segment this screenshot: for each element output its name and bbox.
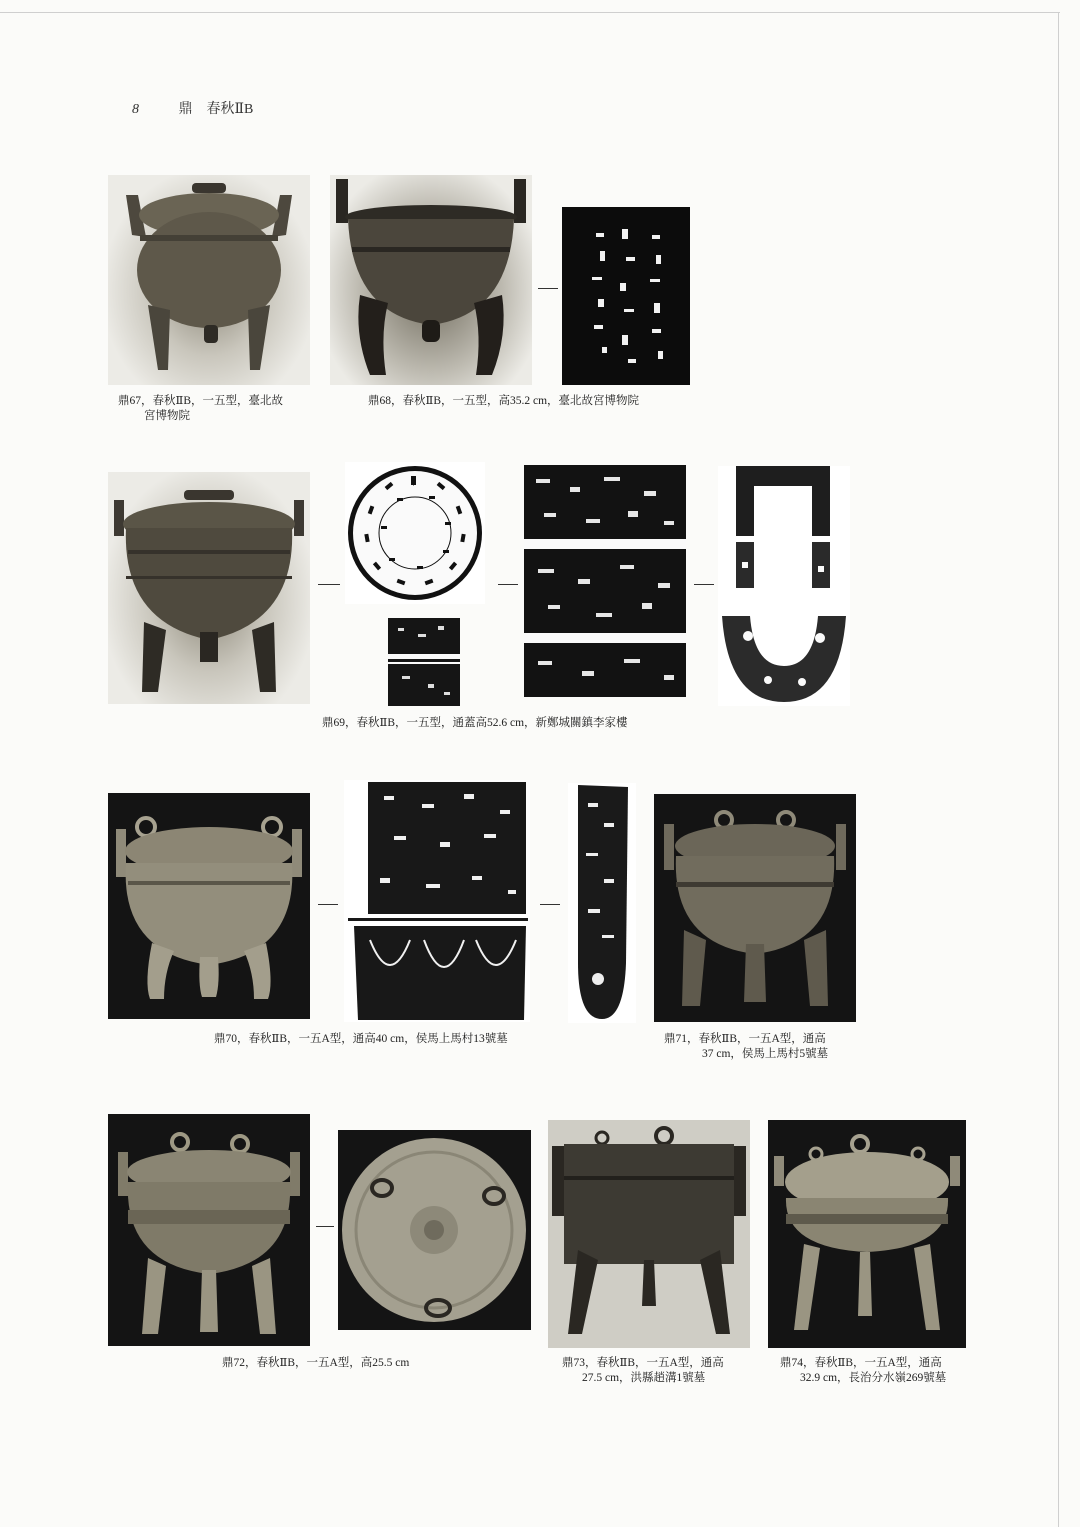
caption-67-line2: 宮博物院 bbox=[144, 410, 190, 422]
figure-72-photo bbox=[108, 1114, 310, 1346]
dash-separator bbox=[538, 288, 558, 289]
figure-74-photo bbox=[768, 1120, 966, 1348]
figure-69-handle-rubbing bbox=[718, 466, 850, 706]
figure-71-photo bbox=[654, 794, 856, 1022]
figure-69-photo bbox=[108, 472, 310, 704]
caption-74 bbox=[780, 1356, 980, 1386]
figure-68-inscription-rubbing bbox=[562, 207, 690, 385]
caption-71-line1: 鼎71，春秋ⅡB，一五A型，通高 bbox=[664, 1033, 826, 1045]
dash-separator bbox=[316, 1226, 334, 1227]
caption-73 bbox=[562, 1356, 752, 1386]
page-title: 鼎 春秋ⅡB bbox=[178, 102, 254, 117]
page-header bbox=[132, 98, 253, 118]
caption-68: 鼎68，春秋ⅡB，一五型，高35.2 cm，臺北故宮博物院 bbox=[368, 395, 640, 407]
page-border-top bbox=[0, 12, 1060, 13]
caption-73-line1: 鼎73，春秋ⅡB，一五A型，通高 bbox=[562, 1357, 724, 1369]
dash-separator bbox=[318, 584, 340, 585]
caption-67-line1: 鼎67，春秋ⅡB，一五型，臺北故 bbox=[118, 395, 283, 407]
caption-71 bbox=[664, 1032, 864, 1062]
dash-separator bbox=[498, 584, 518, 585]
page-number: 8 bbox=[132, 102, 139, 117]
dash-separator bbox=[318, 904, 338, 905]
figure-70-photo bbox=[108, 793, 310, 1019]
figure-73-photo bbox=[548, 1120, 750, 1348]
caption-71-line2: 37 cm，侯馬上馬村5號墓 bbox=[702, 1048, 829, 1060]
figure-68-photo bbox=[330, 175, 532, 385]
figure-70-leg-rubbing bbox=[568, 783, 636, 1023]
caption-74-line1: 鼎74，春秋ⅡB，一五A型，通高 bbox=[780, 1357, 942, 1369]
dash-separator bbox=[540, 904, 560, 905]
figure-72-lid-photo bbox=[338, 1130, 531, 1330]
caption-69: 鼎69，春秋ⅡB，一五型，通蓋高52.6 cm，新鄭城關鎮李家樓 bbox=[322, 717, 628, 729]
figure-69-body-rubbing bbox=[524, 465, 686, 697]
figure-67-photo bbox=[108, 175, 310, 385]
dash-separator bbox=[694, 584, 714, 585]
caption-72: 鼎72，春秋ⅡB，一五A型，高25.5 cm bbox=[222, 1357, 410, 1369]
page-border-right bbox=[1058, 12, 1059, 1527]
caption-67 bbox=[118, 394, 318, 424]
figure-69-band-rubbing bbox=[388, 618, 460, 706]
caption-70: 鼎70，春秋ⅡB，一五A型，通高40 cm，侯馬上馬村13號墓 bbox=[214, 1033, 508, 1045]
caption-74-line2: 32.9 cm，長治分水嶺269號墓 bbox=[800, 1372, 947, 1384]
figure-69-lid-rubbing bbox=[345, 462, 485, 604]
figure-70-body-rubbing bbox=[344, 780, 530, 1022]
caption-73-line2: 27.5 cm，洪縣趙溝1號墓 bbox=[582, 1372, 706, 1384]
